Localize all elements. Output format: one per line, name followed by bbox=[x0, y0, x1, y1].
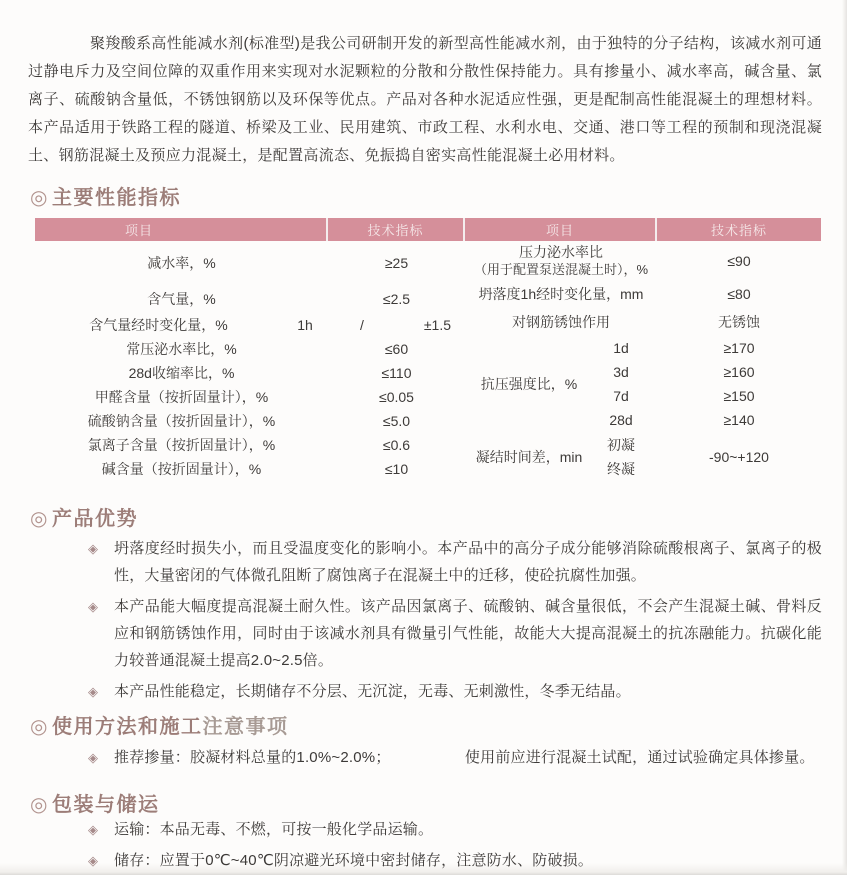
table-row bbox=[465, 307, 821, 336]
spec-value: ≥25 bbox=[384, 255, 409, 271]
performance-table bbox=[35, 218, 821, 482]
slash-separator: / bbox=[360, 317, 364, 333]
age-label: 3d bbox=[613, 364, 629, 380]
time-sub-label: 1h bbox=[297, 317, 313, 333]
spec-value: ≤2.5 bbox=[382, 291, 411, 307]
table-row bbox=[35, 385, 465, 409]
item-label-line2: （用于配置泵送混凝土时），% bbox=[473, 262, 649, 277]
list-item-text: 本产品性能稳定，长期储存不分层、无沉淀，无毒、无刺激性，冬季无结晶。 bbox=[114, 683, 631, 700]
table-row-setting-time bbox=[465, 432, 821, 482]
spec-value: ≤10 bbox=[384, 461, 409, 477]
section-title-packaging: 包装与储运 bbox=[51, 794, 160, 816]
diamond-bullet-icon: ◈ bbox=[88, 853, 99, 868]
spec-value: ≤0.6 bbox=[382, 437, 411, 453]
final-set-label: 终凝 bbox=[607, 461, 635, 477]
item-label: 坍落度1h经时变化量，mm bbox=[478, 286, 644, 302]
list-item bbox=[88, 678, 822, 705]
spec-value: ≥140 bbox=[723, 412, 755, 428]
diamond-bullet-icon: ◈ bbox=[88, 750, 99, 765]
list-item-text: 本产品能大幅度提高混凝土耐久性。该产品因氯离子、硫酸钠、碱含量很低，不会产生混凝土碱、骨料反应和钢筋锈蚀作用，同时由于该减水剂具有微量引气性能，故能大大提高混凝土的抗冻融能力。抗碳化能力较普通混凝土提高2.0~2.5倍。 bbox=[114, 598, 822, 669]
spec-value: ≥170 bbox=[723, 340, 755, 356]
column-header-item-right: 项目 bbox=[465, 218, 657, 241]
initial-set-label: 初凝 bbox=[607, 437, 635, 453]
spec-value-group bbox=[328, 317, 465, 333]
table-row bbox=[35, 433, 465, 457]
trial-mix-note: 使用前应进行混凝土试配，通过试验确定具体掺量。 bbox=[464, 749, 815, 766]
table-header-row bbox=[35, 218, 821, 241]
age-label: 1d bbox=[613, 340, 629, 356]
transport-note: 运输：本品无毒、不燃，可按一般化学品运输。 bbox=[114, 821, 434, 838]
column-header-item-left: 项目 bbox=[35, 218, 328, 241]
item-label: 减水率，% bbox=[147, 255, 216, 271]
dosage-recommendation: 推荐掺量：胶凝材料总量的1.0%~2.0%； bbox=[114, 749, 391, 766]
item-label bbox=[465, 244, 657, 278]
list-item-text: 坍落度经时损失小，而且受温度变化的影响小。本产品中的高分子成分能够消除硫酸根离子、氯离子的极性，大量密闭的气体微孔阻断了腐蚀离子在混凝土中的迁移，使砼抗腐性加强。 bbox=[114, 540, 822, 584]
table-body bbox=[35, 241, 821, 482]
section-heading-performance bbox=[30, 181, 181, 210]
spec-value: ≤60 bbox=[384, 341, 409, 357]
item-label: 对钢筋锈蚀作用 bbox=[512, 313, 610, 330]
item-label: 凝结时间差，min bbox=[475, 449, 583, 465]
diamond-bullet-icon: ◈ bbox=[88, 684, 99, 699]
table-row bbox=[465, 281, 821, 307]
table-row bbox=[35, 457, 465, 481]
list-item bbox=[88, 748, 822, 768]
item-label: 氯离子含量（按折固量计），% bbox=[87, 437, 276, 453]
table-row bbox=[35, 285, 465, 313]
item-label-group bbox=[35, 315, 328, 335]
item-label: 28d收缩率比，% bbox=[128, 365, 235, 381]
item-label: 含气量经时变化量，% bbox=[89, 317, 228, 333]
item-label: 甲醛含量（按折固量计），% bbox=[94, 389, 269, 405]
list-item bbox=[88, 593, 822, 674]
advantages-list bbox=[88, 535, 822, 709]
spec-value: ≤110 bbox=[381, 365, 412, 381]
bullseye-icon: ◎ bbox=[30, 716, 49, 738]
setting-sub-column bbox=[585, 433, 657, 481]
section-heading-advantages bbox=[30, 502, 138, 531]
list-item bbox=[88, 535, 822, 589]
usage-list bbox=[88, 748, 822, 772]
item-label: 抗压强度比，% bbox=[480, 376, 578, 392]
packaging-list bbox=[88, 820, 822, 875]
section-title-usage-main: 使用方法和施工 bbox=[51, 716, 203, 738]
age-label: 28d bbox=[609, 412, 633, 428]
item-label-line1: 压力泌水率比 bbox=[519, 244, 603, 260]
age-sub-column bbox=[585, 336, 657, 432]
column-header-spec-left: 技术指标 bbox=[328, 218, 465, 241]
bullseye-icon: ◎ bbox=[30, 794, 49, 816]
item-label: 碱含量（按折固量计），% bbox=[101, 461, 262, 477]
table-row bbox=[35, 409, 465, 433]
spec-value: -90~+120 bbox=[709, 449, 769, 465]
section-title-advantages: 产品优势 bbox=[51, 508, 138, 530]
list-item bbox=[88, 820, 822, 840]
bullseye-icon: ◎ bbox=[30, 508, 49, 530]
storage-note: 储存：应置于0℃~40℃阴凉避光环境中密封储存，注意防水、防破损。 bbox=[114, 852, 594, 869]
diamond-bullet-icon: ◈ bbox=[88, 541, 99, 556]
spec-value: ≤5.0 bbox=[382, 413, 411, 429]
table-row bbox=[35, 241, 465, 285]
column-header-spec-right: 技术指标 bbox=[657, 218, 821, 241]
spec-value: 无锈蚀 bbox=[718, 313, 760, 330]
item-label: 常压泌水率比，% bbox=[126, 341, 237, 357]
spec-value: ≥160 bbox=[723, 364, 755, 380]
item-label: 含气量，% bbox=[147, 291, 216, 307]
section-title-performance: 主要性能指标 bbox=[51, 187, 181, 209]
list-item bbox=[88, 851, 822, 871]
intro-paragraph: 聚羧酸系高性能减水剂(标准型)是我公司研制开发的新型高性能减水剂，由于独特的分子结构，该减水剂可通过静电斥力及空间位障的双重作用来实现对水泥颗粒的分散和分散性保持能力。具有掺量小、减水率高，碱含量、氯离子、硫酸钠含量低，不锈蚀钢筋以及环保等优点。产品对各种水泥适应性强，更是配制高性能混凝土的理想材料。本产品适用于铁路工程的隧道、桥梁及工业、民用建筑、市政工程、水利水电、交通、港口等工程的预制和现浇混凝土、钢筋混凝土及预应力混凝土，是配置高流态、免振捣自密实高性能混凝土必用材料。 bbox=[28, 35, 822, 164]
table-row-strength-ratio bbox=[465, 336, 821, 432]
table-left-half bbox=[35, 241, 465, 482]
table-row bbox=[35, 361, 465, 385]
spec-value: ±1.5 bbox=[423, 317, 451, 333]
diamond-bullet-icon: ◈ bbox=[88, 599, 99, 614]
section-heading-usage bbox=[30, 710, 288, 739]
age-label: 7d bbox=[613, 388, 629, 404]
spec-value: ≤0.05 bbox=[379, 389, 414, 405]
spec-value: ≥150 bbox=[723, 388, 755, 404]
spec-value: ≤90 bbox=[727, 253, 751, 269]
value-sub-column bbox=[657, 336, 821, 432]
section-title-usage-tail: 注意事项 bbox=[202, 716, 289, 738]
section-heading-packaging bbox=[30, 788, 159, 817]
table-row bbox=[35, 337, 465, 361]
spec-value: ≤80 bbox=[727, 286, 751, 302]
table-right-half bbox=[465, 241, 821, 482]
bullseye-icon: ◎ bbox=[30, 187, 49, 209]
diamond-bullet-icon: ◈ bbox=[88, 822, 99, 837]
table-row bbox=[465, 241, 821, 281]
table-row bbox=[35, 313, 465, 337]
item-label: 硫酸钠含量（按折固量计），% bbox=[87, 413, 276, 429]
